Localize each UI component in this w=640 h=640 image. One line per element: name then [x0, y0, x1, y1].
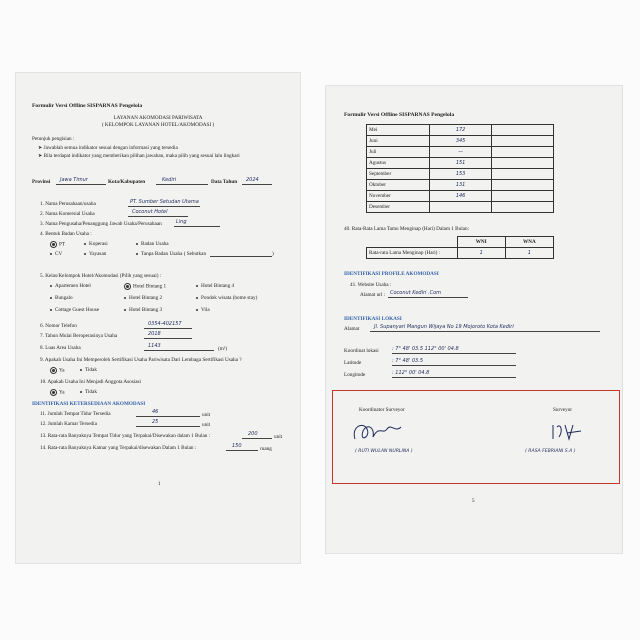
longitude-label: Longitude: [344, 372, 366, 378]
area-unit: (m²): [218, 346, 228, 352]
option-ya[interactable]: Ya: [50, 367, 65, 374]
bullet-icon: [124, 297, 126, 299]
bullet-icon: [136, 253, 138, 255]
question-label: 10. Apakah Usaha Ini Menjadi Anggota Asosiasi: [40, 379, 141, 385]
owner-name-value[interactable]: Ling: [176, 219, 187, 225]
option-tanpa-badan-usaha[interactable]: Tanpa Badan Usaha ( Sebutkan: [136, 251, 206, 257]
bullet-icon: [124, 309, 126, 311]
month-value[interactable]: 131: [429, 180, 491, 191]
month-value[interactable]: [429, 202, 491, 213]
month-extra[interactable]: [492, 180, 554, 191]
commercial-name-value[interactable]: Coconut Hotel: [132, 209, 168, 215]
month-value[interactable]: 345: [429, 136, 491, 147]
column-header-wna: WNA: [505, 237, 553, 248]
month-row: [367, 125, 554, 136]
question-label: 9. Apakah Usaha Ini Memperoleh Sertifikasi Usaha Pariwisata Dari Lembaga Sertifikasi Usaha ?: [40, 357, 242, 363]
question-label: 41. Website Usaha :: [350, 282, 392, 288]
instruction-item: ➤ Bila terdapat indikator yang memberikan pilihan jawaban, maka pilih yang sesuai lalu lingkari: [38, 153, 240, 159]
question-label: 14. Rata-rata Banyaknya Kamar yang Terpakai/disewakan Dalam 1 Bulan :: [40, 445, 197, 451]
bullet-icon: [50, 285, 52, 287]
question-label: 1. Nama Perusahaan/usaha: [40, 201, 96, 207]
section-heading: IDENTIFIKASI PROFILE AKOMODASI: [344, 271, 439, 277]
bullet-icon: [84, 243, 86, 245]
month-value[interactable]: —: [429, 147, 491, 158]
question-label: 5. Kelas/Kelompok Hotel/Akomodasi (Pilih yang sesuai) :: [40, 273, 162, 279]
tahun-value[interactable]: 2024: [246, 177, 259, 183]
option-hotel-bintang-3[interactable]: Hotel Bintang 3: [124, 307, 162, 313]
form-header: Formulir Versi Offline SISPARNAS Pengelola: [344, 112, 455, 118]
coordinator-signature-icon: [349, 417, 409, 447]
question-label: 12. Jumlah Kamar Tersedia: [40, 421, 97, 427]
page-number: 1: [158, 481, 161, 487]
latitude-label: Latitude: [344, 360, 362, 366]
unit-label: unit: [202, 412, 211, 418]
row-label: Rata-rata Lama Menginap (Hari) :: [367, 248, 458, 259]
rooms-value[interactable]: 25: [152, 419, 159, 425]
option-cv[interactable]: CV: [50, 251, 62, 257]
question-label: 13. Rata-rata Banyaknya Tempat Tidur yang Terpakai/Disewakan dalam 1 Bulan :: [40, 433, 211, 439]
provinsi-value[interactable]: Jawa Timur: [60, 177, 88, 183]
option-vila[interactable]: Vila: [196, 307, 210, 313]
monthly-table: [366, 124, 554, 213]
month-label: Mei: [367, 125, 430, 136]
form-title: LAYANAN AKOMODASI PARIWISATA: [113, 115, 203, 121]
bullet-icon: [84, 253, 86, 255]
kota-label: Kota/Kabupaten: [108, 179, 146, 185]
company-name-value[interactable]: PT. Sumber Setudan Utama: [130, 199, 199, 205]
radio-selected-icon: [124, 283, 131, 290]
bullet-icon: [80, 369, 82, 371]
form-subtitle: ( KELOMPOK LAYANAN HOTEL/AKOMODASI ): [101, 122, 215, 128]
option-tidak[interactable]: Tidak: [80, 367, 97, 373]
question-label: 3. Nama Pengusaha/Penanggung Jawab Usaha/Perusahaan: [40, 221, 162, 227]
latitude-value[interactable]: : 7° 48' 03.5: [392, 358, 424, 364]
bullet-icon: [80, 391, 82, 393]
form-header: Formulir Versi Offline SISPARNAS Pengelola: [32, 103, 143, 109]
bullet-icon: [50, 309, 52, 311]
option-pt[interactable]: PT: [50, 241, 65, 248]
month-label: Agustus: [367, 158, 430, 169]
question-label: 4. Bentuk Badan Usaha :: [40, 231, 92, 237]
month-value[interactable]: 151: [429, 158, 491, 169]
bullet-icon: [196, 297, 198, 299]
option-tidak[interactable]: Tidak: [80, 389, 97, 395]
coordinator-name: ( RUTI WULAN NURLINA ): [355, 449, 413, 454]
radio-selected-icon: [50, 241, 57, 248]
month-extra[interactable]: [492, 169, 554, 180]
unit-label: ruang: [260, 446, 272, 452]
wna-value[interactable]: 1: [505, 248, 553, 259]
instruction-label: Petunjuk pengisian :: [32, 136, 75, 142]
form-page-left: [16, 73, 300, 563]
month-row: [367, 169, 554, 180]
question-label: 2. Nama Komersial Usaha: [40, 211, 95, 217]
month-extra[interactable]: [492, 136, 554, 147]
month-label: Juni: [367, 136, 430, 147]
month-row: [367, 147, 554, 158]
option-bungalo[interactable]: Bungalo: [50, 295, 73, 301]
question-label: 11. Jumlah Tempat Tidur Tersedia: [40, 411, 111, 417]
section-heading: IDENTIFIKASI LOKASI: [344, 316, 402, 322]
radio-selected-icon: [50, 367, 57, 374]
option-yayasan[interactable]: Yayasan: [84, 251, 106, 257]
question-label: 8. Luas Area Usaha: [40, 345, 81, 351]
address-value[interactable]: Jl. Supanyari Mangun Wijaya No 19 Mojoroto Kota Kediri: [374, 324, 514, 330]
month-row: [367, 180, 554, 191]
month-row: [367, 136, 554, 147]
beds-used-value[interactable]: 200: [248, 431, 258, 437]
question-label: 6. Nomor Telefon: [40, 323, 77, 329]
kota-value[interactable]: Kediri: [162, 177, 177, 183]
month-extra[interactable]: [492, 191, 554, 202]
month-value[interactable]: 172: [429, 125, 491, 136]
option-cottage-guest-house[interactable]: Cottage Guest House: [50, 307, 99, 313]
surveyor-signature-icon: [547, 419, 587, 445]
question-label: 40. Rata-Rata Lama Tamu Menginap (Hari) Dalam 1 Bulan:: [344, 226, 470, 232]
signature-box: [332, 390, 620, 484]
month-extra[interactable]: [492, 125, 554, 136]
question-label: 7. Tahun Mulai Beroperasinya Usaha: [40, 333, 118, 339]
form-page-right: [326, 86, 622, 553]
year-started-value[interactable]: 2018: [148, 331, 161, 337]
month-value[interactable]: 146: [429, 191, 491, 202]
bullet-icon: [50, 297, 52, 299]
coordinate-value[interactable]: : 7° 48' 03.5 112° 00' 04.8: [392, 346, 459, 352]
option-apartemen-hotel[interactable]: Apartemen Hotel: [50, 283, 91, 289]
rooms-used-value[interactable]: 150: [232, 443, 242, 449]
longitude-value[interactable]: : 112° 00' 04.8: [392, 370, 430, 376]
option-hotel-bintang-2[interactable]: Hotel Bintang 2: [124, 295, 162, 301]
address-label: Alamat: [344, 326, 360, 332]
section-heading: IDENTIFIKASI KETERSEDIAAN AKOMODASI: [32, 401, 146, 407]
unit-label: unit: [274, 434, 283, 440]
coordinator-label: Koordinator Surveyor: [359, 407, 405, 413]
beds-value[interactable]: 46: [152, 409, 159, 415]
instruction-item: ➤ Jawablah semua indikator sesuai dengan informasi yang tersedia: [38, 145, 178, 151]
option-pondok-wisata[interactable]: Pondok wisata (home stay): [196, 295, 257, 301]
month-extra[interactable]: [492, 158, 554, 169]
option-ya[interactable]: Ya: [50, 389, 65, 396]
provinsi-label: Provinsi: [32, 179, 51, 185]
wni-value[interactable]: 1: [457, 248, 505, 259]
month-row: [367, 191, 554, 202]
column-header-wni: WNI: [457, 237, 505, 248]
unit-label: unit: [202, 422, 211, 428]
page-number: 5: [472, 498, 475, 504]
option-hotel-bintang-4[interactable]: Hotel Bintang 4: [196, 283, 234, 289]
bullet-icon: [136, 243, 138, 245]
bullet-icon: [50, 253, 52, 255]
area-value[interactable]: 1143: [148, 343, 161, 349]
stay-length-table: [366, 236, 554, 259]
surveyor-label: Surveyor: [553, 407, 573, 413]
month-extra[interactable]: [492, 147, 554, 158]
option-koperasi[interactable]: Koperasi: [84, 241, 108, 247]
month-label: Oktober: [367, 180, 430, 191]
radio-selected-icon: [50, 389, 57, 396]
month-label: Desember: [367, 202, 430, 213]
bullet-icon: [196, 309, 198, 311]
option-hotel-bintang-1[interactable]: Hotel Bintang 1: [124, 283, 166, 290]
surveyor-name: ( RASA FEBRIANI S.A ): [525, 449, 576, 454]
phone-value[interactable]: 0354-402157: [148, 321, 182, 327]
month-value[interactable]: 153: [429, 169, 491, 180]
month-label: November: [367, 191, 430, 202]
paren-close: ): [272, 251, 274, 257]
month-label: September: [367, 169, 430, 180]
bullet-icon: [196, 285, 198, 287]
tahun-label: Data Tahun: [211, 179, 238, 185]
coordinate-label: Koordinat lokasi: [344, 348, 379, 354]
month-extra[interactable]: [492, 202, 554, 213]
url-label: Alamat url :: [360, 292, 386, 298]
month-row: [367, 202, 554, 213]
option-badan-usaha[interactable]: Badan Usaha: [136, 241, 169, 247]
month-label: Juli: [367, 147, 430, 158]
website-url-value[interactable]: Coconut Kediri .Com: [390, 290, 442, 296]
month-row: [367, 158, 554, 169]
